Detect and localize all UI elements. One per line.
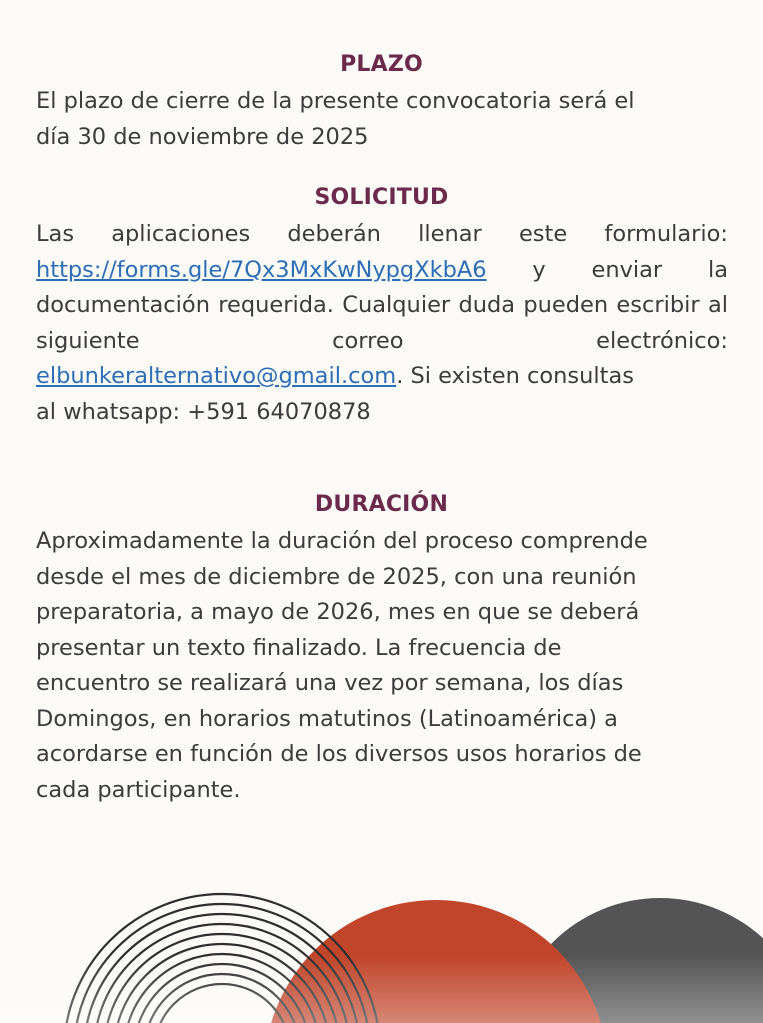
whatsapp-line: al whatsapp: +591 64070878 [36, 398, 371, 425]
solicitud-heading: SOLICITUD [314, 185, 449, 210]
duracion-line: cada participante. [36, 776, 241, 803]
plazo-line-2: día 30 de noviembre de 2025 [36, 123, 369, 150]
solicitud-text-1: Las aplicaciones deberán llenar este formulario: [36, 221, 728, 247]
bottom-fade [0, 955, 763, 1023]
duracion-line: encuentro se realizará una vez por semana, los días [36, 670, 624, 696]
duracion-line: desde el mes de diciembre de 2025, con una reunión [36, 563, 637, 590]
plazo-line-1: El plazo de cierre de la presente convocatoria será el [36, 88, 635, 114]
duracion-heading: DURACIÓN [314, 492, 449, 517]
duracion-line: presentar un texto finalizado. La frecuencia de [36, 634, 562, 661]
solicitud-text-3: . Si existen consultas [396, 363, 634, 389]
duracion-line: preparatoria, a mayo de 2026, mes en que se deberá [36, 599, 640, 625]
email-link[interactable]: elbunkeralternativo@gmail.com [36, 363, 397, 389]
solicitud-text-2: y enviar la documentación requerida. Cualquier duda pueden escribir al siguiente correo electrónico: [36, 256, 728, 354]
form-link[interactable]: https://forms.gle/7Qx3MxKwNypgXkbA6 [36, 256, 487, 283]
duracion-line: acordarse en función de los diversos usos horarios de [36, 741, 642, 767]
plazo-heading: PLAZO [340, 52, 423, 77]
duracion-line: Domingos, en horarios matutinos (Latinoamérica) a [36, 705, 618, 732]
duracion-line: Aproximadamente la duración del proceso comprende [36, 528, 648, 554]
